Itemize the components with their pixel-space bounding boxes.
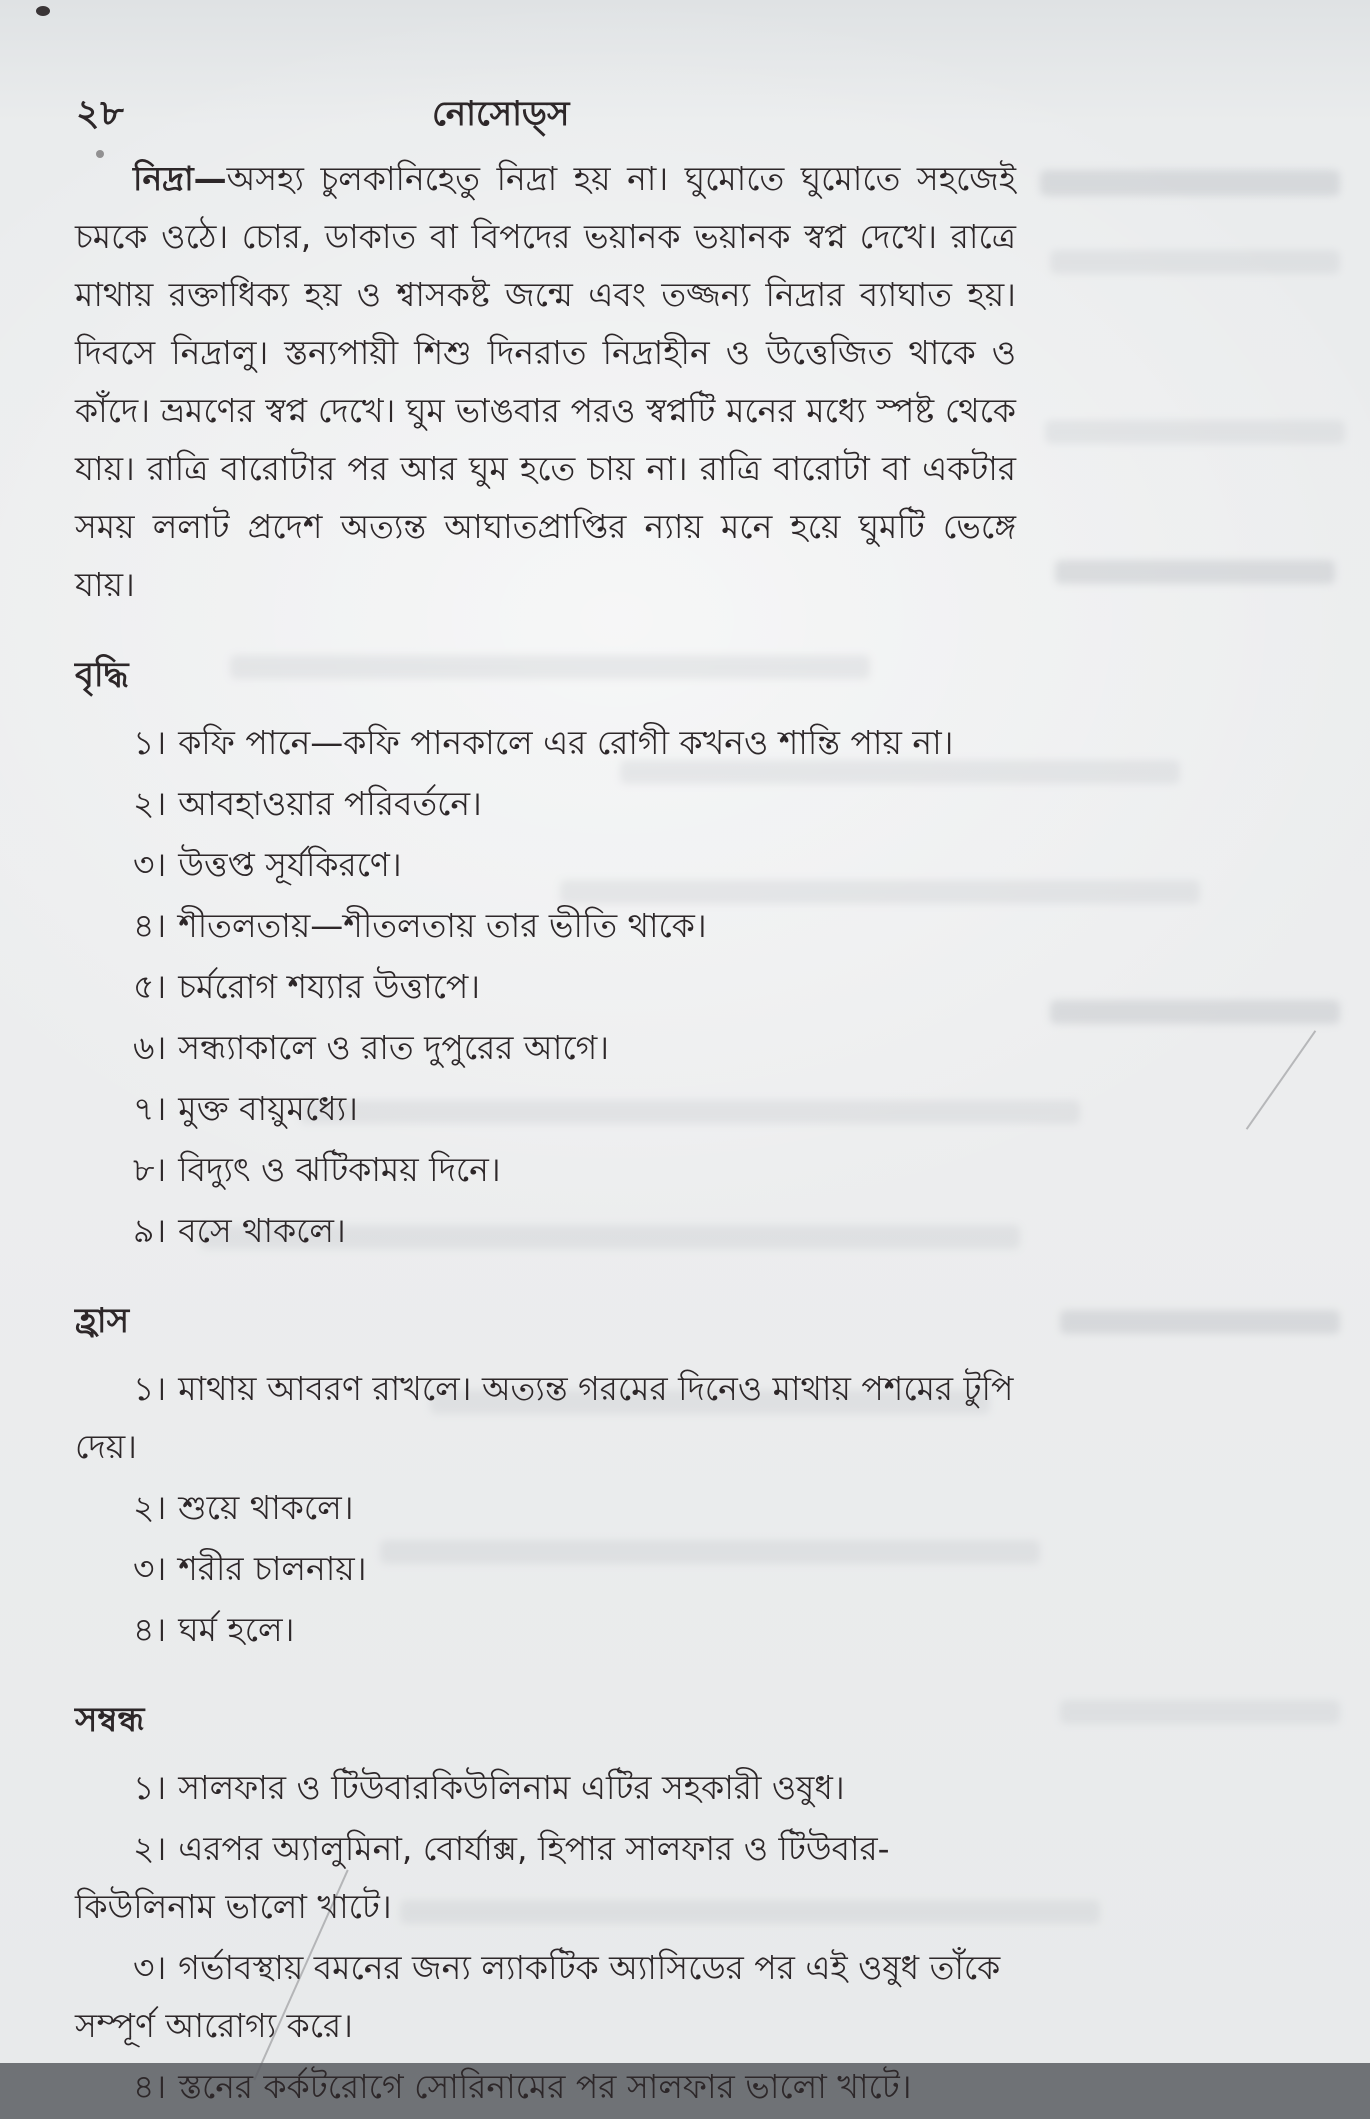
item-marker: ৪।: [133, 1610, 167, 1649]
item-marker: ১।: [133, 1369, 167, 1408]
section-heading-amelioration: হ্রাস: [75, 1301, 130, 1341]
list-item: [75, 958, 1016, 1016]
section-aggravation: [75, 646, 1016, 1260]
list-item: [75, 1080, 1016, 1138]
bleed-through-artifact: [1040, 170, 1340, 196]
item-marker: ৩।: [133, 1948, 167, 1987]
section-amelioration: [75, 1292, 1016, 1659]
bleed-through-artifact: [1055, 560, 1335, 584]
bleed-through-artifact: [1050, 1000, 1340, 1024]
item-marker: ৩।: [133, 845, 167, 884]
list-item: [75, 1939, 1016, 2055]
item-text: বিদ্যুৎ ও ঝটিকাময় দিনে।: [178, 1150, 501, 1189]
item-marker: ১।: [133, 723, 167, 762]
item-marker: ৯।: [133, 1211, 167, 1250]
item-text: ঘর্ম হলে।: [178, 1610, 295, 1649]
aggravation-list: [75, 714, 1016, 1260]
list-item: [75, 1019, 1016, 1077]
list-item: [75, 1820, 1016, 1936]
page-number: ২৮: [76, 93, 125, 134]
amelioration-list: [75, 1360, 1016, 1659]
item-text: স্তনের কর্কটরোগে সোরিনামের পর সালফার ভালো খাটে।: [178, 2067, 912, 2106]
item-marker: ৬।: [133, 1028, 167, 1067]
item-text: উত্তপ্ত সূর্যকিরণে।: [178, 845, 402, 884]
bleed-through-artifact: [1060, 1310, 1340, 1334]
list-item: [75, 1360, 1016, 1476]
list-item: [75, 897, 1016, 955]
item-text: এরপর অ্যালুমিনা, বোর্যাক্স, হিপার সালফার ও টিউবার-কিউলিনাম ভালো খাটে।: [75, 1829, 890, 1926]
item-marker: ১।: [133, 1768, 167, 1807]
running-title: নোসোড্স: [432, 94, 570, 134]
list-item: [75, 836, 1016, 894]
item-marker: ৪।: [133, 2067, 167, 2106]
bleed-through-artifact: [1045, 420, 1345, 444]
section-heading-relationship: সম্বন্ধ: [75, 1700, 145, 1740]
bleed-through-artifact: [1050, 250, 1340, 274]
item-text: শীতলতায়—শীতলতায় তার ভীতি থাকে।: [178, 906, 707, 945]
item-marker: ৫।: [133, 967, 167, 1006]
item-marker: ৭।: [133, 1089, 167, 1128]
list-item: [75, 1759, 1016, 1817]
scan-scratch: [1246, 1030, 1316, 1129]
item-text: মাথায় আবরণ রাখলে। অত্যন্ত গরমের দিনেও মাথায় পশমের টুপি দেয়।: [75, 1369, 1014, 1466]
item-text: শরীর চালনায়।: [178, 1549, 367, 1588]
item-text: গর্ভাবস্থায় বমনের জন্য ল্যাকটিক অ্যাসিডের পর এই ওষুধ তাঁকে সম্পূর্ণ আরোগ্য করে।: [75, 1948, 1001, 2045]
bleed-through-artifact: [1060, 1700, 1340, 1724]
paragraph-sleep: [75, 150, 1016, 614]
item-text: মুক্ত বায়ুমধ্যে।: [178, 1089, 358, 1128]
scan-speck: [36, 6, 50, 16]
item-marker: ৩।: [133, 1549, 167, 1588]
item-text: আবহাওয়ার পরিবর্তনে।: [178, 784, 482, 823]
relationship-list: [75, 1759, 1016, 2116]
item-marker: ২।: [133, 1488, 167, 1527]
item-text: শুয়ে থাকলে।: [178, 1488, 354, 1527]
list-item: [75, 1202, 1016, 1260]
section-heading-aggravation: বৃদ্ধি: [75, 655, 129, 695]
list-item: [75, 1141, 1016, 1199]
item-text: সালফার ও টিউবারকিউলিনাম এটির সহকারী ওষুধ।: [178, 1768, 845, 1807]
paragraph-label: নিদ্রা—: [133, 159, 227, 198]
item-marker: ৪।: [133, 906, 167, 945]
item-text: সন্ধ্যাকালে ও রাত দুপুরের আগে।: [178, 1028, 610, 1067]
paragraph-text: অসহ্য চুলকানিহেতু নিদ্রা হয় না। ঘুমোতে ঘুমোতে সহজেই চমকে ওঠে। চোর, ডাকাত বা বিপদের ভয়ানক ভয়ানক স্বপ্ন দেখে। রাত্রে মাথায় রক্তাধিক্য হয় ও শ্বাসকষ্ট জন্মে এবং তজ্জন্য নিদ্রার ব্যাঘাত হয়। দিবসে নিদ্রালু। স্তন্যপায়ী শিশু দিনরাত নিদ্রাহীন ও উত্তেজিত থাকে ও কাঁদে। ভ্রমণের স্বপ্ন দেখে। ঘুম ভাঙবার পরও স্বপ্নটি মনের মধ্যে স্পষ্ট থেকে যায়। রাত্রি বারোটার পর আর ঘুম হতে চায় না। রাত্রি বারোটা বা একটার সময় ললাট প্রদেশ অত্যন্ত আঘাতপ্রাপ্তির ন্যায় মনে হয়ে ঘুমটি ভেঙ্গে যায়।: [75, 159, 1016, 604]
list-item: [75, 775, 1016, 833]
page-header: [0, 86, 1370, 146]
page-body: [75, 150, 1016, 2119]
item-text: কফি পানে—কফি পানকালে এর রোগী কখনও শান্তি পায় না।: [178, 723, 954, 762]
item-text: বসে থাকলে।: [178, 1211, 346, 1250]
list-item: [75, 2058, 1016, 2116]
section-relationship: [75, 1691, 1016, 2116]
item-marker: ২।: [133, 1829, 167, 1868]
item-text: চর্মরোগ শয্যার উত্তাপে।: [178, 967, 481, 1006]
list-item: [75, 1601, 1016, 1659]
list-item: [75, 1479, 1016, 1537]
item-marker: ৮।: [133, 1150, 167, 1189]
list-item: [75, 1540, 1016, 1598]
list-item: [75, 714, 1016, 772]
item-marker: ২।: [133, 784, 167, 823]
